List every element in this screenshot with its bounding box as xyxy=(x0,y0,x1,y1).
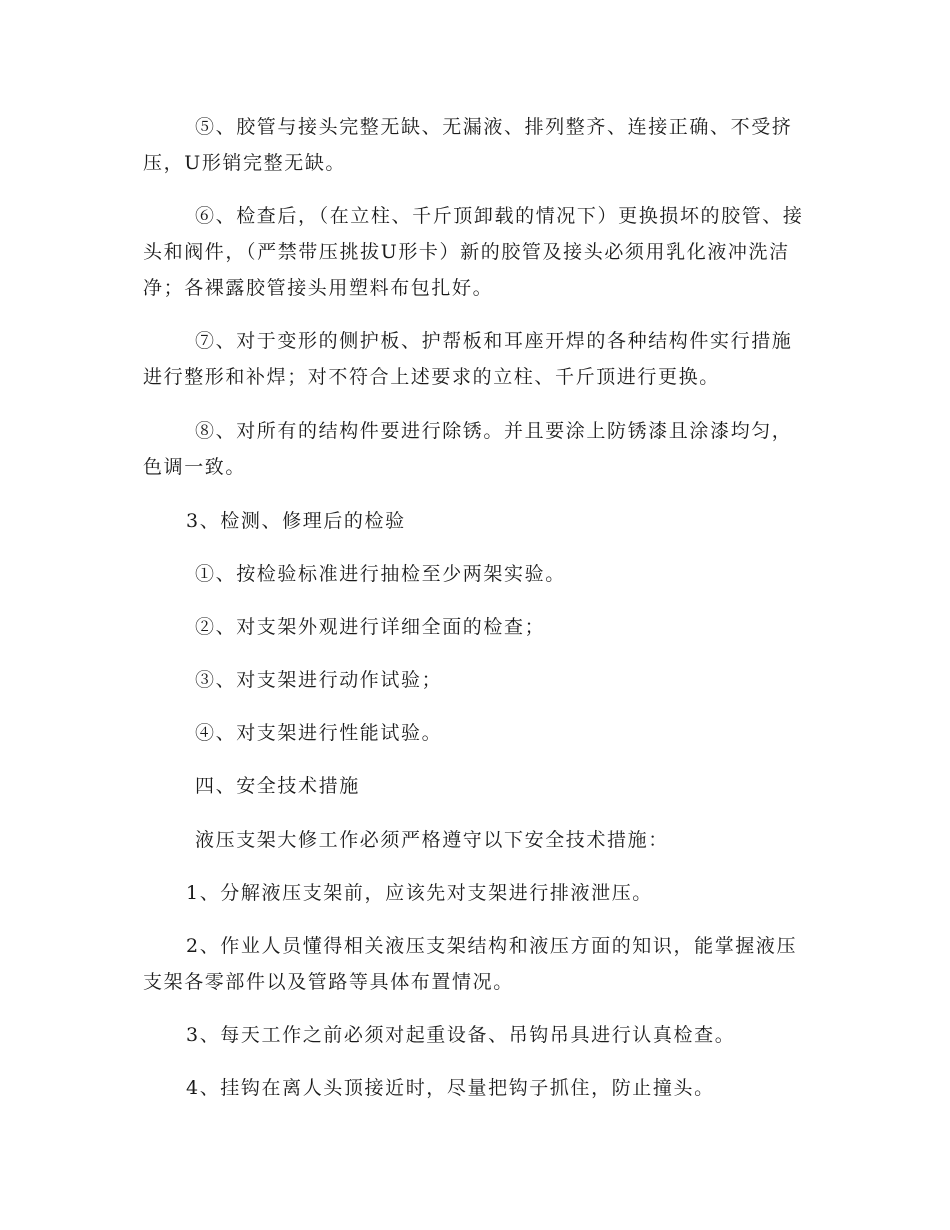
paragraph-check-4: ④、对支架进行性能试验。 xyxy=(195,722,443,744)
paragraph-item-7: ⑦、对于变形的侧护板、护帮板和耳座开焊的各种结构件实行措施进行整形和补焊；对不符合上述要求的立柱、千斤顶进行更换。 xyxy=(143,330,793,388)
paragraph-safety-1: 1、分解液压支架前，应该先对支架进行排液泄压。 xyxy=(186,882,653,904)
paragraph-safety-intro: 液压支架大修工作必须严格遵守以下安全技术措施： xyxy=(195,829,669,851)
paragraph-item-5: ⑤、胶管与接头完整无缺、无漏液、排列整齐、连接正确、不受挤压，U形销完整无缺。 xyxy=(143,116,793,174)
paragraph-check-2: ②、对支架外观进行详细全面的检查； xyxy=(195,616,546,638)
section-heading-safety: 四、安全技术措施 xyxy=(195,775,360,797)
paragraph-safety-2: 2、作业人员懂得相关液压支架结构和液压方面的知识，能掌握液压支架各零部件以及管路等具体布置情况。 xyxy=(143,935,798,993)
section-heading-inspection: 3、检测、修理后的检验 xyxy=(186,510,406,532)
paragraph-item-8: ⑧、对所有的结构件要进行除锈。并且要涂上防锈漆且涂漆均匀，色调一致。 xyxy=(143,420,793,478)
paragraph-safety-4: 4、挂钩在离人头顶接近时，尽量把钩子抓住，防止撞头。 xyxy=(186,1077,715,1099)
paragraph-check-3: ③、对支架进行动作试验； xyxy=(195,669,443,691)
paragraph-safety-3: 3、每天工作之前必须对起重设备、吊钩吊具进行认真检查。 xyxy=(186,1024,736,1046)
paragraph-item-6: ⑥、检查后，（在立柱、千斤顶卸载的情况下）更换损坏的胶管、接头和阀件，（严禁带压挑拔U形卡）新的胶管及接头必须用乳化液冲洗洁净；各裸露胶管接头用塑料布包扎好。 xyxy=(143,205,804,299)
paragraph-check-1: ①、按检验标准进行抽检至少两架实验。 xyxy=(195,563,566,585)
